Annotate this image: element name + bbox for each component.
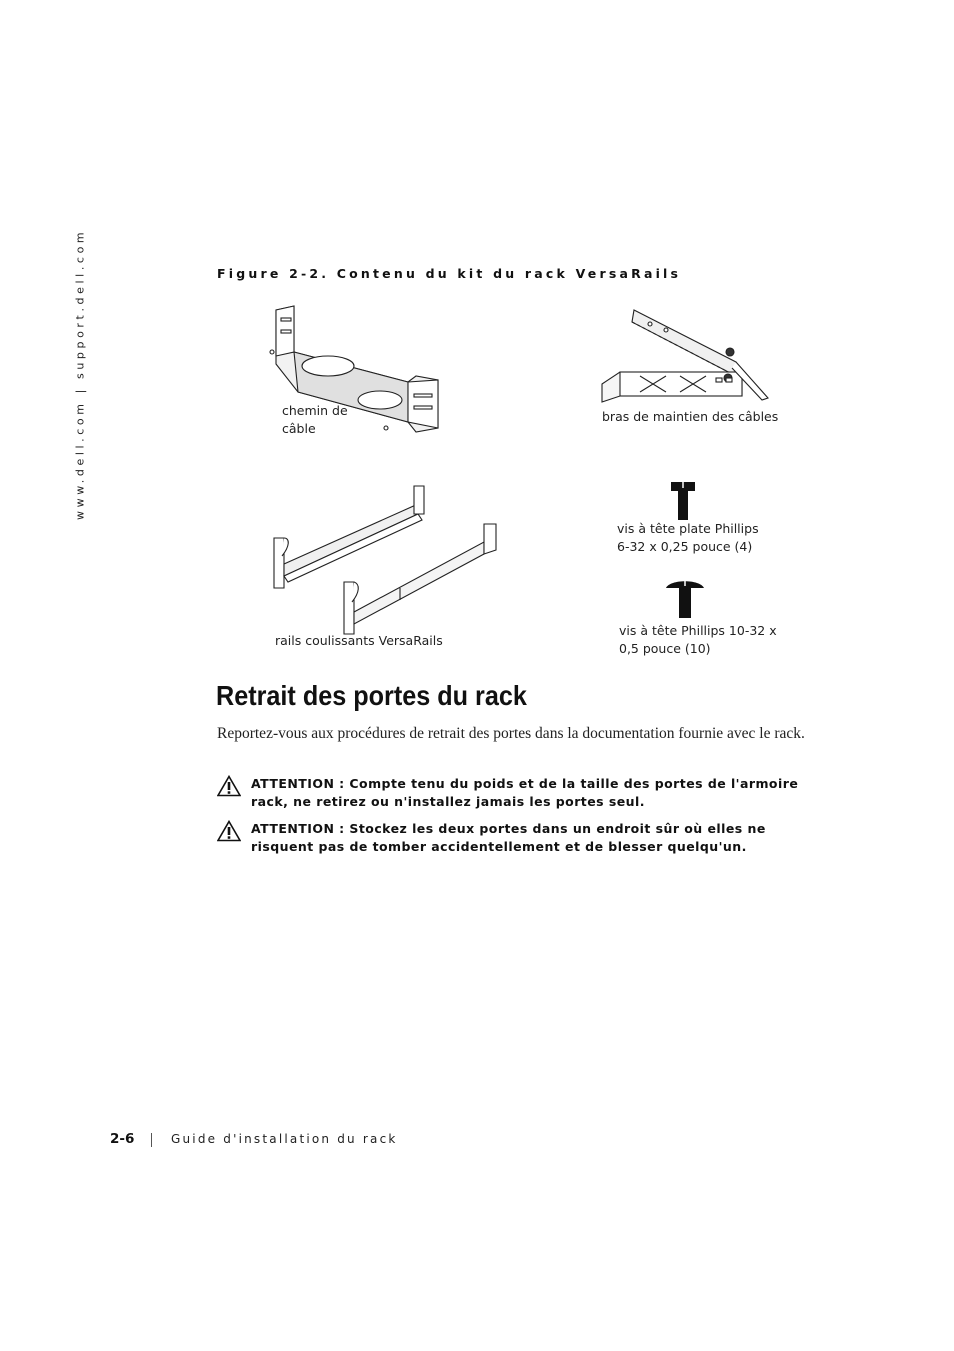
warning-triangle-icon: [217, 820, 251, 856]
figure-caption: Figure 2-2. Contenu du kit du rack VersaRails: [217, 266, 682, 281]
cable-arm-label: bras de maintien des câbles: [602, 409, 779, 424]
warning-notice: [217, 820, 817, 856]
footer-title: Guide d'installation du rack: [171, 1132, 398, 1146]
flat-screw-label: vis à tête plate Phillips 6-32 x 0,25 pouce (4): [617, 521, 759, 554]
page-number: 2-6: [110, 1131, 135, 1147]
footer-divider: [151, 1133, 152, 1147]
warning-text: ATTENTION : Compte tenu du poids et de la taille des portes de l'armoire rack, ne retirez ou n'installez jamais les portes seul.: [251, 776, 799, 809]
warning-text: ATTENTION : Stockez les deux portes dans un endroit sûr où elles ne risquent pas de tomber accidentellement et de blesser quelqu'un.: [251, 821, 766, 854]
warning-triangle-icon: [217, 775, 251, 811]
rails-label: rails coulissants VersaRails: [275, 633, 443, 648]
phillips-screw-icon: [664, 576, 706, 620]
flat-head-screw-icon: [668, 480, 698, 522]
warning-notice: [217, 775, 817, 811]
phillips-screw-label: vis à tête Phillips 10-32 x 0,5 pouce (10): [619, 623, 777, 656]
section-title: Retrait des portes du rack: [216, 680, 527, 711]
sliding-rails-illustration: [268, 484, 500, 636]
cable-arm-illustration: [596, 306, 774, 404]
sidebar-url: www.dell.com | support.dell.com: [73, 228, 87, 520]
body-paragraph: Reportez-vous aux procédures de retrait des portes dans la documentation fournie avec le rack.: [217, 725, 805, 742]
cable-path-label: chemin de câble: [282, 403, 348, 436]
